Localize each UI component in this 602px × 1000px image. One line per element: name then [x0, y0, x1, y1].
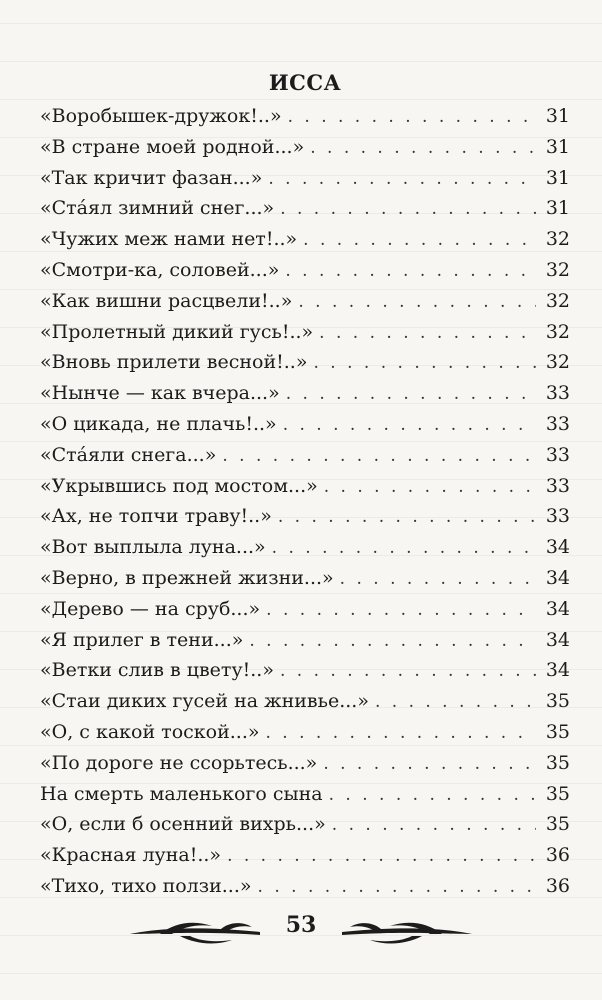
toc-entry-page: 32 [545, 351, 570, 374]
toc-entry-title: «О цикада, не плачь!..» [40, 412, 277, 435]
toc-entry-page: 35 [545, 720, 570, 743]
toc-entry-page: 33 [545, 505, 570, 528]
dot-leader [280, 199, 536, 219]
dot-leader [258, 877, 536, 897]
toc-entry-page: 34 [545, 628, 570, 651]
toc-entry-title: «Стаи диких гусей на жнивье...» [40, 690, 369, 713]
dot-leader [310, 138, 536, 158]
section-heading: ИССА [268, 70, 342, 95]
toc-entry-page: 36 [545, 844, 570, 867]
dot-leader [227, 846, 536, 866]
toc-entry[interactable] [40, 321, 570, 352]
toc-entry-title: «Смотри-ка, соловей...» [40, 258, 280, 281]
dot-leader [298, 292, 536, 312]
toc-entry-page: 32 [545, 320, 570, 343]
toc-entry[interactable] [40, 875, 570, 906]
dot-leader [272, 538, 536, 558]
dot-leader [249, 631, 536, 651]
toc-entry[interactable] [40, 721, 570, 752]
dot-leader [324, 477, 536, 497]
toc-entry-page: 34 [545, 597, 570, 620]
toc-entry-page: 31 [545, 105, 570, 127]
dot-leader [278, 507, 536, 527]
toc-entry-title: «О, если б осенний вихрь...» [40, 813, 326, 836]
dot-leader [288, 107, 536, 127]
toc-entry-title: «Я прилег в тени...» [40, 628, 244, 651]
toc-entry-title: «Воробышек-дружок!..» [40, 105, 282, 127]
toc-entry-title: «Верно, в прежней жизни...» [40, 566, 334, 589]
toc-entry[interactable] [40, 598, 570, 629]
toc-entry-page: 32 [545, 289, 570, 312]
dot-leader [266, 723, 537, 743]
table-of-contents [40, 105, 570, 906]
toc-entry-title: «Ста́яли снега...» [40, 443, 217, 466]
toc-entry[interactable] [40, 536, 570, 567]
toc-entry[interactable] [40, 290, 570, 321]
toc-entry-title: «О, с какой тоской...» [40, 720, 260, 743]
toc-entry-page: 31 [545, 135, 570, 158]
toc-entry-title: «Ах, не топчи траву!..» [40, 505, 272, 528]
toc-entry-page: 34 [545, 659, 570, 682]
toc-entry-title: «Вот выплыла луна...» [40, 536, 266, 559]
toc-entry[interactable] [40, 382, 570, 413]
dot-leader [283, 415, 536, 435]
toc-entry-title: «Пролетный дикий гусь!..» [40, 320, 314, 343]
toc-entry-page: 31 [545, 166, 570, 189]
toc-entry[interactable] [40, 659, 570, 690]
toc-entry-page: 32 [545, 228, 570, 251]
toc-entry[interactable] [40, 105, 570, 136]
toc-entry[interactable] [40, 351, 570, 382]
toc-entry-page: 35 [545, 751, 570, 774]
toc-entry-page: 31 [545, 197, 570, 220]
dot-leader [319, 323, 536, 343]
toc-entry-title: «Ветки слив в цвету!..» [40, 659, 274, 682]
toc-entry-title: «Красная луна!..» [40, 844, 222, 867]
toc-entry-page: 33 [545, 412, 570, 435]
toc-entry[interactable] [40, 629, 570, 660]
toc-entry-page: 36 [545, 874, 570, 897]
toc-entry-page: 35 [545, 813, 570, 836]
toc-entry[interactable] [40, 444, 570, 475]
toc-entry-title: «Вновь прилети весной!..» [40, 351, 308, 374]
toc-entry-title: «По дороге не ссорьтесь...» [40, 751, 318, 774]
toc-entry-title: «Так кричит фазан...» [40, 166, 263, 189]
toc-entry[interactable] [40, 783, 570, 814]
toc-entry-title: «Укрывшись под мостом...» [40, 474, 318, 497]
page-number: 53 [285, 912, 317, 938]
toc-entry-title: «Нынче — как вчера...» [40, 382, 280, 405]
toc-entry[interactable] [40, 752, 570, 783]
toc-entry-title: «Чужих меж нами нет!..» [40, 228, 298, 251]
toc-entry[interactable] [40, 413, 570, 444]
toc-entry[interactable] [40, 475, 570, 506]
toc-entry[interactable] [40, 197, 570, 228]
toc-entry-page: 34 [545, 536, 570, 559]
toc-entry-page: 33 [545, 443, 570, 466]
toc-entry[interactable] [40, 228, 570, 259]
toc-entry[interactable] [40, 167, 570, 198]
dot-leader [323, 754, 536, 774]
dot-leader [268, 169, 536, 189]
dot-leader [286, 384, 536, 404]
toc-entry[interactable] [40, 136, 570, 167]
toc-entry-title: «Как вишни расцвели!..» [40, 289, 293, 312]
toc-page [40, 0, 570, 1000]
toc-entry-page: 34 [545, 566, 570, 589]
dot-leader [222, 446, 536, 466]
toc-entry-title: На смерть маленького сына [40, 782, 323, 805]
toc-entry-title: «Ста́ял зимний снег...» [40, 197, 275, 220]
toc-entry[interactable] [40, 690, 570, 721]
dot-leader [303, 230, 536, 250]
toc-entry-page: 33 [545, 474, 570, 497]
dot-leader [329, 785, 536, 805]
dot-leader [280, 661, 536, 681]
toc-entry[interactable] [40, 813, 570, 844]
dot-leader [285, 261, 536, 281]
toc-entry[interactable] [40, 567, 570, 598]
toc-entry-title: «Дерево — на сруб...» [40, 597, 261, 620]
dot-leader [340, 569, 536, 589]
dot-leader [332, 815, 536, 835]
toc-entry-title: «Тихо, тихо ползи...» [40, 874, 252, 897]
dot-leader [266, 600, 536, 620]
toc-entry-page: 33 [545, 382, 570, 405]
toc-entry-page: 32 [545, 258, 570, 281]
toc-entry[interactable] [40, 844, 570, 875]
toc-entry-page: 35 [545, 782, 570, 805]
toc-entry[interactable] [40, 505, 570, 536]
toc-entry-page: 35 [545, 690, 570, 713]
toc-entry[interactable] [40, 259, 570, 290]
dot-leader [375, 692, 536, 712]
dot-leader [313, 353, 536, 373]
toc-entry-title: «В стране моей родной...» [40, 135, 305, 158]
